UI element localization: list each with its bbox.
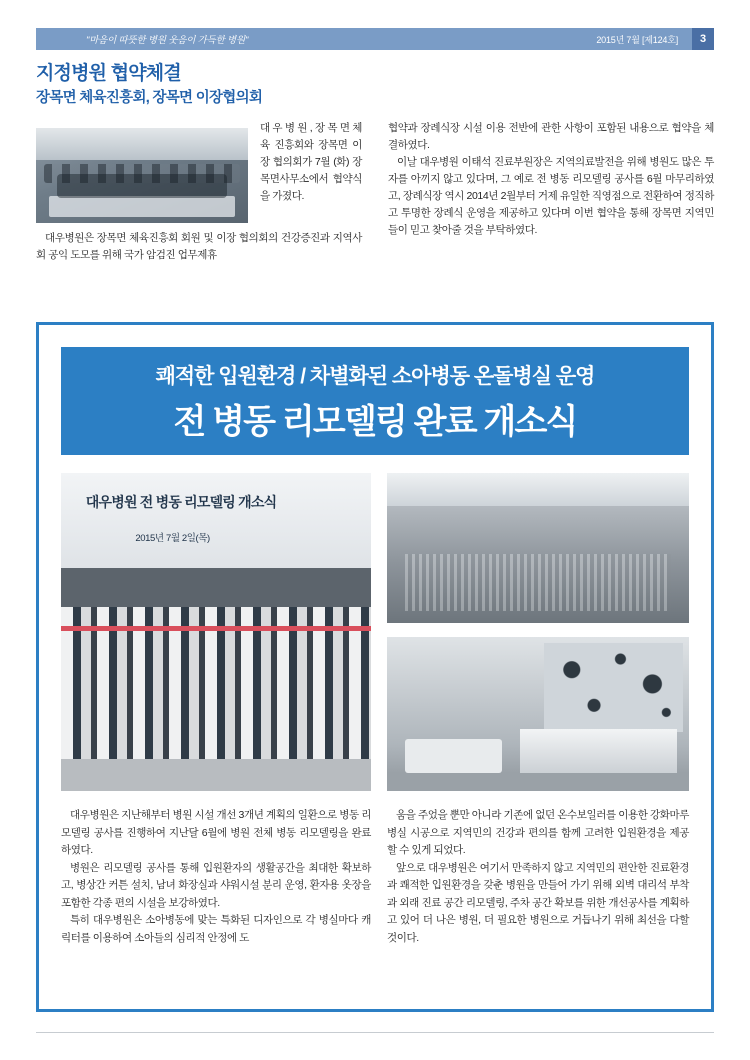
feature-article-box <box>36 322 714 1012</box>
paragraph: 협약과 장례식장 시설 이용 전반에 관한 사항이 포함된 내용으로 협약을 체결하였다. <box>388 122 714 151</box>
top-article-body <box>36 120 714 305</box>
page-header-bar <box>36 28 714 50</box>
meeting-room-photo <box>36 128 248 223</box>
paragraph: 앞으로 대우병원은 여기서 만족하지 않고 지역민의 편안한 진료환경과 쾌적한 입원환경을 갖춘 병원을 만들어 가기 위해 외벽 대리석 부착과 외래 진료 공간 리모델링, 주차 공간 확보를 위한 개선공사를 계획하고 있어 더 나은 병원, 더 필요한 병원으로 거듭나기 위해 최선을 다할 것이다. <box>387 861 689 944</box>
pediatric-ward-photo <box>387 637 689 791</box>
page-bottom-rule <box>36 1032 714 1033</box>
paragraph: 대우병원은 지난해부터 병원 시설 개선 3개년 계획의 일환으로 병동 리모델링 공사를 진행하여 지난달 6월에 병원 전체 병동 리모델링을 완료하였다. <box>61 809 371 856</box>
opening-ceremony-photo <box>61 473 371 791</box>
feature-banner <box>61 347 689 455</box>
photo-counter <box>520 729 677 775</box>
photo-table-row <box>49 196 236 217</box>
nurse-station-photo <box>387 473 689 623</box>
article-title: 지정병원 협약체결 <box>36 63 181 84</box>
photo-hospital-bed <box>405 739 502 773</box>
photo-banner-date: 2015년 7월 2일(목) <box>135 533 210 545</box>
photo-wall-pattern <box>544 643 683 732</box>
feature-right-column <box>387 807 689 947</box>
photo-ribbon <box>61 626 371 631</box>
photo-desk-slats <box>405 554 671 611</box>
article-subtitle: 장목면 체육진흥회, 장목면 이장협의회 <box>36 89 263 106</box>
feature-banner-subtitle: 쾌적한 입원환경 / 차별화된 소아병동 온돌병실 운영 <box>155 364 595 388</box>
paragraph: 이날 대우병원 이태석 진료부원장은 지역의료발전을 위해 병원도 많은 투자를 아끼지 않고 있다며, 그 예로 전 병동 리모델링 공사를 6월 마무리하였고, 장례식장 역시 2014년 2월부터 거제 유일한 직영점으로 전환하여 정직하고 투명한 장례식 운영을 제공하고 있다며 이번 협약을 통해 장목면 지역민들이 믿고 찾아줄 것을 부탁하였다. <box>388 156 714 236</box>
top-article-wide-paragraph <box>36 230 362 264</box>
header-tagline: "마음이 따뜻한 병원 웃음이 가득한 병원" <box>86 35 249 46</box>
photo-floor <box>387 773 689 791</box>
page-number-badge: 3 <box>692 28 714 50</box>
top-article-narrow-column <box>260 120 362 205</box>
paragraph: 대우병원은 장목면 체육진흥회 회원 및 이장 협의회의 건강증진과 지역사회 공익 도모를 위해 국가 암검진 업무제휴 <box>36 232 362 261</box>
top-article-heading <box>36 62 714 107</box>
paragraph: 대 우 병 원 , 장 목 면 체육 진흥회와 장목면 이장 협의회가 7월 (화) 장목면사무소에서 협약식을 가졌다. <box>260 122 362 202</box>
paragraph: 특히 대우병원은 소아병동에 맞는 특화된 디자인으로 각 병실마다 캐릭터를 이용하여 소아들의 심리적 안정에 도 <box>61 914 371 944</box>
header-issue-info: 2015년 7월 [제124호] <box>596 34 678 45</box>
photo-people-row <box>44 164 239 183</box>
paragraph: 움을 주었을 뿐만 아니라 기존에 없던 온수보일러를 이용한 강화마루 병실 시공으로 지역민의 건강과 편의를 함께 고려한 입원환경을 제공할 수 있게 되었다. <box>387 809 689 856</box>
top-article-right-column <box>388 120 714 239</box>
photo-banner-strip <box>61 473 371 568</box>
feature-left-column <box>61 807 371 947</box>
photo-banner-headline: 대우병원 전 병동 리모델링 개소식 <box>85 494 277 511</box>
paragraph: 병원은 리모델링 공사를 통해 입원환자의 생활공간을 최대한 확보하고, 병상간 커튼 설치, 남녀 화장실과 샤워시설 분리 운영, 환자용 옷장을 포함한 각종 편의 시설을 보강하였다. <box>61 861 371 909</box>
photo-floor <box>61 759 371 791</box>
photo-ceiling <box>387 473 689 506</box>
feature-banner-title: 전 병동 리모델링 완료 개소식 <box>173 402 577 441</box>
